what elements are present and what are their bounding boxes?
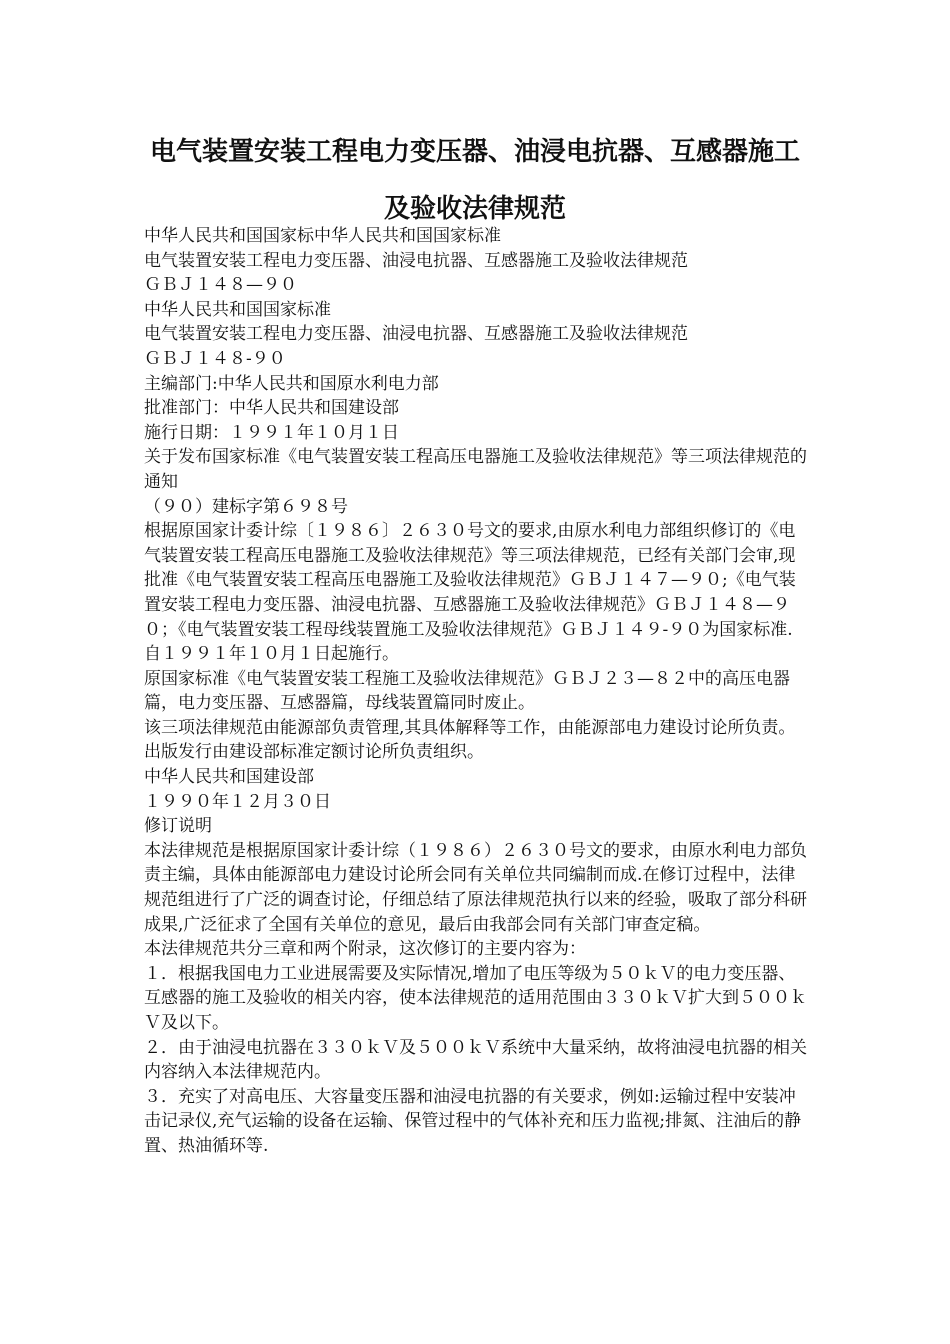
paragraph: 该三项法律规范由能源部负责管理,其具体解释等工作，由能源部电力建设讨论所负责。出版发行由建设部标准定额讨论所负责组织。	[144, 717, 796, 763]
paragraph: 自１９９１年１０月１日起施行。	[144, 644, 399, 665]
document-body	[144, 224, 810, 1159]
paragraph: 本法律规范共分三章和两个附录，这次修订的主要内容为：	[144, 939, 586, 960]
paragraph: 原国家标准《电气装置安装工程施工及验收法律规范》ＧＢＪ２３—８２中的高压电器篇，电力变压器、互感器篇，母线装置篇同时废止。	[144, 668, 790, 714]
paragraph: 根据原国家计委计综〔１９８６〕２６３０号文的要求,由原水利电力部组织修订的《电气装置安装工程高压电器施工及验收法律规范》等三项法律规范，已经有关部门会审,现批准《电气装置安装工程高压电器施工及验收法律规范》ＧＢＪ１４７—９０;《电气装置安装工程电力变压器、油浸电抗器、互感器施工及验收法律规范》ＧＢＪ１４８—９０；《电气装置安装工程母线装置施工及验收法律规范》ＧＢＪ１４９-９０为国家标准.	[144, 521, 796, 640]
paragraph: 关于发布国家标准《电气装置安装工程高压电器施工及验收法律规范》等三项法律规范的通知	[144, 447, 807, 492]
paragraph: 修订说明	[144, 816, 212, 837]
paragraph: ３．充实了对高电压、大容量变压器和油浸电抗器的有关要求，例如:运输过程中安装冲击记录仪,充气运输的设备在运输、保管过程中的气体补充和压力监视;排氮、注油后的静置、热油循环等.	[144, 1086, 802, 1156]
document-title	[120, 124, 830, 238]
title-line-1: 电气装置安装工程电力变压器、油浸电抗器、互感器施工	[149, 137, 800, 167]
title-line-2: 及验收法律规范	[383, 194, 566, 224]
paragraph: 主编部门:中华人民共和国原水利电力部	[144, 373, 439, 394]
paragraph: ＧＢＪ１４８-９０	[144, 348, 286, 369]
paragraph: 中华人民共和国国家标准	[144, 299, 331, 320]
paragraph: 本法律规范是根据原国家计委计综（１９８６）２６３０号文的要求，由原水利电力部负责主编，具体由能源部电力建设讨论所会同有关单位共同编制而成.在修订过程中，法律规范组进行了广泛的调查讨论，仔细总结了原法律规范执行以来的经验，吸取了部分科研成果,广泛征求了全国有关单位的意见，最后由我部会同有关部门审查定稿。	[144, 840, 807, 935]
paragraph: 中华人民共和国国家标中华人民共和国国家标准	[144, 226, 501, 246]
paragraph: 电气装置安装工程电力变压器、油浸电抗器、互感器施工及验收法律规范	[144, 250, 688, 271]
paragraph: １．根据我国电力工业进展需要及实际情况,增加了电压等级为５０ｋＶ的电力变压器、互感器的施工及验收的相关内容，使本法律规范的适用范围由３３０ｋＶ扩大到５００ｋＶ及以下。	[144, 963, 807, 1033]
paragraph: ２．由于油浸电抗器在３３０ｋＶ及５００ｋＶ系统中大量采纳，故将油浸电抗器的相关内容纳入本法律规范内。	[144, 1037, 807, 1083]
paragraph: 电气装置安装工程电力变压器、油浸电抗器、互感器施工及验收法律规范	[144, 324, 688, 345]
paragraph: 中华人民共和国建设部	[144, 767, 314, 788]
paragraph: 施行日期：１９９１年１０月１日	[144, 422, 399, 443]
paragraph: 批准部门：中华人民共和国建设部	[144, 398, 399, 419]
paragraph: ＧＢＪ１４８—９０	[144, 275, 297, 296]
paragraph: （９０）建标字第６９８号	[144, 496, 348, 517]
paragraph: １９９０年１２月３０日	[144, 791, 331, 812]
